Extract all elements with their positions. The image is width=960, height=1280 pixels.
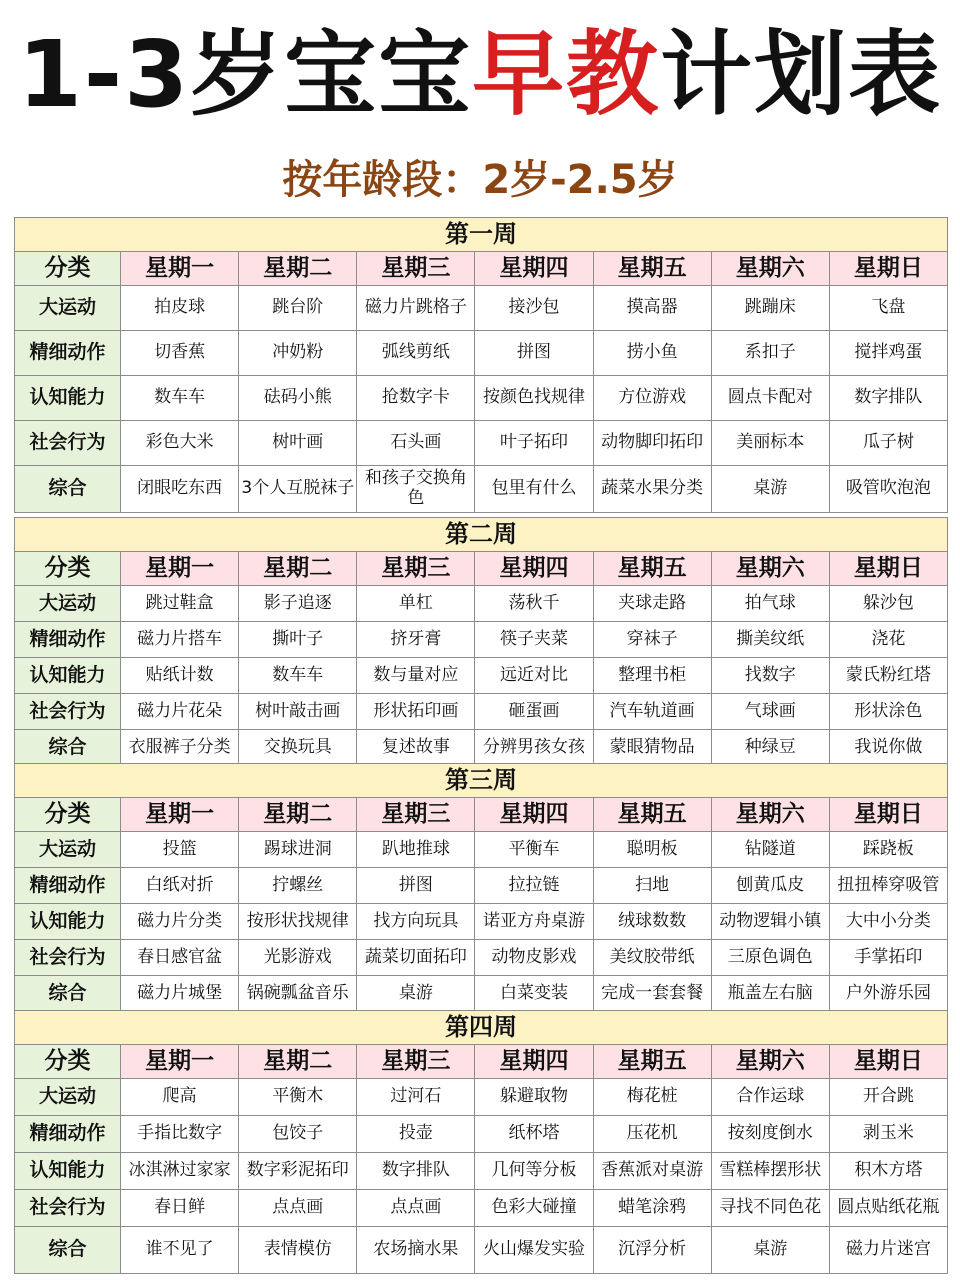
activity-cell: 交换玩具	[239, 730, 357, 766]
day-header: 星期五	[593, 1045, 711, 1079]
table-row	[15, 1116, 948, 1153]
activity-cell: 钻隧道	[711, 832, 829, 868]
activity-cell: 浇花	[829, 622, 947, 658]
day-header: 星期二	[239, 552, 357, 586]
day-header: 星期六	[711, 552, 829, 586]
activity-cell: 手掌拓印	[829, 940, 947, 976]
table-row	[15, 1227, 948, 1274]
day-header: 星期日	[829, 552, 947, 586]
activity-cell: 夹球走路	[593, 586, 711, 622]
activity-cell: 白纸对折	[121, 868, 239, 904]
activity-cell: 贴纸计数	[121, 658, 239, 694]
activity-cell: 和孩子交换角色	[357, 466, 475, 513]
activity-cell: 拧螺丝	[239, 868, 357, 904]
activity-cell: 磁力片搭车	[121, 622, 239, 658]
activity-cell: 吸管吹泡泡	[829, 466, 947, 513]
activity-cell: 挤牙膏	[357, 622, 475, 658]
day-header: 星期一	[121, 552, 239, 586]
week-title-row	[15, 218, 948, 252]
week-title-row	[15, 764, 948, 798]
activity-cell: 闭眼吃东西	[121, 466, 239, 513]
activity-cell: 数字彩泥拓印	[239, 1153, 357, 1190]
activity-cell: 刨黄瓜皮	[711, 868, 829, 904]
table-row	[15, 940, 948, 976]
activity-cell: 数字排队	[357, 1153, 475, 1190]
activity-cell: 弧线剪纸	[357, 331, 475, 376]
activity-cell: 整理书柜	[593, 658, 711, 694]
table-row	[15, 421, 948, 466]
week-table	[14, 517, 948, 766]
activity-cell: 系扣子	[711, 331, 829, 376]
activity-cell: 剥玉米	[829, 1116, 947, 1153]
table-row	[15, 286, 948, 331]
activity-cell: 绒球数数	[593, 904, 711, 940]
activity-cell: 衣服裤子分类	[121, 730, 239, 766]
activity-cell: 砸蛋画	[475, 694, 593, 730]
table-row	[15, 904, 948, 940]
activity-cell: 飞盘	[829, 286, 947, 331]
day-header: 星期三	[357, 798, 475, 832]
activity-cell: 磁力片花朵	[121, 694, 239, 730]
row-category: 社会行为	[15, 694, 121, 730]
activity-cell: 瓶盖左右脑	[711, 976, 829, 1013]
page-subtitle: 按年龄段：2岁-2.5岁	[282, 157, 678, 203]
day-header: 星期四	[475, 1045, 593, 1079]
category-header: 分类	[15, 552, 121, 586]
table-row	[15, 730, 948, 766]
activity-cell: 动物逻辑小镇	[711, 904, 829, 940]
day-header: 星期六	[711, 1045, 829, 1079]
day-header: 星期三	[357, 252, 475, 286]
activity-cell: 撕美纹纸	[711, 622, 829, 658]
table-row	[15, 1190, 948, 1227]
activity-cell: 拼图	[475, 331, 593, 376]
week-title-row	[15, 518, 948, 552]
row-category: 认知能力	[15, 904, 121, 940]
activity-cell: 找方向玩具	[357, 904, 475, 940]
activity-cell: 蜡笔涂鸦	[593, 1190, 711, 1227]
activity-cell: 平衡车	[475, 832, 593, 868]
week-title: 第三周	[15, 764, 948, 798]
activity-cell: 树叶画	[239, 421, 357, 466]
header-row	[15, 252, 948, 286]
category-header: 分类	[15, 1045, 121, 1079]
activity-cell: 诺亚方舟桌游	[475, 904, 593, 940]
week-table	[14, 217, 948, 513]
activity-cell: 合作运球	[711, 1079, 829, 1116]
activity-cell: 按颜色找规律	[475, 376, 593, 421]
activity-cell: 完成一套套餐	[593, 976, 711, 1013]
table-row	[15, 586, 948, 622]
day-header: 星期五	[593, 252, 711, 286]
activity-cell: 接沙包	[475, 286, 593, 331]
activity-cell: 谁不见了	[121, 1227, 239, 1274]
activity-cell: 扭扭棒穿吸管	[829, 868, 947, 904]
row-category: 综合	[15, 1227, 121, 1274]
activity-cell: 拍气球	[711, 586, 829, 622]
activity-cell: 开合跳	[829, 1079, 947, 1116]
table-row	[15, 466, 948, 513]
activity-cell: 火山爆发实验	[475, 1227, 593, 1274]
activity-cell: 拉拉链	[475, 868, 593, 904]
activity-cell: 树叶敲击画	[239, 694, 357, 730]
day-header: 星期四	[475, 798, 593, 832]
activity-cell: 蒙氏粉红塔	[829, 658, 947, 694]
day-header: 星期六	[711, 798, 829, 832]
activity-cell: 找数字	[711, 658, 829, 694]
activity-cell: 圆点卡配对	[711, 376, 829, 421]
activity-cell: 纸杯塔	[475, 1116, 593, 1153]
activity-cell: 汽车轨道画	[593, 694, 711, 730]
day-header: 星期三	[357, 1045, 475, 1079]
day-header: 星期日	[829, 252, 947, 286]
day-header: 星期五	[593, 798, 711, 832]
day-header: 星期一	[121, 798, 239, 832]
activity-cell: 聪明板	[593, 832, 711, 868]
activity-cell: 几何等分板	[475, 1153, 593, 1190]
row-category: 社会行为	[15, 1190, 121, 1227]
activity-cell: 白菜变装	[475, 976, 593, 1013]
activity-cell: 砝码小熊	[239, 376, 357, 421]
activity-cell: 积木方塔	[829, 1153, 947, 1190]
activity-cell: 平衡木	[239, 1079, 357, 1116]
page-title	[0, 20, 960, 130]
week-title: 第四周	[15, 1011, 948, 1045]
activity-cell: 摸高器	[593, 286, 711, 331]
activity-cell: 三原色调色	[711, 940, 829, 976]
activity-cell: 跳过鞋盒	[121, 586, 239, 622]
row-category: 综合	[15, 466, 121, 513]
activity-cell: 沉浮分析	[593, 1227, 711, 1274]
title-part2: 计划表	[660, 21, 943, 128]
day-header: 星期六	[711, 252, 829, 286]
activity-cell: 形状涂色	[829, 694, 947, 730]
week-table	[14, 1010, 948, 1274]
activity-cell: 美纹胶带纸	[593, 940, 711, 976]
activity-cell: 美丽标本	[711, 421, 829, 466]
activity-cell: 数车车	[121, 376, 239, 421]
activity-cell: 桌游	[357, 976, 475, 1013]
activity-cell: 寻找不同色花	[711, 1190, 829, 1227]
activity-cell: 香蕉派对桌游	[593, 1153, 711, 1190]
header-row	[15, 798, 948, 832]
activity-cell: 桌游	[711, 466, 829, 513]
activity-cell: 我说你做	[829, 730, 947, 766]
activity-cell: 躲避取物	[475, 1079, 593, 1116]
activity-cell: 爬高	[121, 1079, 239, 1116]
header-row	[15, 1045, 948, 1079]
table-row	[15, 658, 948, 694]
day-header: 星期三	[357, 552, 475, 586]
row-category: 大运动	[15, 586, 121, 622]
activity-cell: 跳蹦床	[711, 286, 829, 331]
activity-cell: 趴地推球	[357, 832, 475, 868]
activity-cell: 圆点贴纸花瓶	[829, 1190, 947, 1227]
activity-cell: 筷子夹菜	[475, 622, 593, 658]
row-category: 精细动作	[15, 331, 121, 376]
activity-cell: 捞小鱼	[593, 331, 711, 376]
row-category: 社会行为	[15, 940, 121, 976]
activity-cell: 色彩大碰撞	[475, 1190, 593, 1227]
activity-cell: 包里有什么	[475, 466, 593, 513]
row-category: 认知能力	[15, 376, 121, 421]
activity-cell: 按形状找规律	[239, 904, 357, 940]
row-category: 认知能力	[15, 1153, 121, 1190]
activity-cell: 动物脚印拓印	[593, 421, 711, 466]
activity-cell: 蒙眼猜物品	[593, 730, 711, 766]
activity-cell: 数字排队	[829, 376, 947, 421]
row-category: 精细动作	[15, 868, 121, 904]
activity-cell: 抢数字卡	[357, 376, 475, 421]
activity-cell: 光影游戏	[239, 940, 357, 976]
activity-cell: 形状拓印画	[357, 694, 475, 730]
row-category: 精细动作	[15, 622, 121, 658]
activity-cell: 荡秋千	[475, 586, 593, 622]
activity-cell: 投篮	[121, 832, 239, 868]
activity-cell: 按刻度倒水	[711, 1116, 829, 1153]
category-header: 分类	[15, 798, 121, 832]
day-header: 星期二	[239, 1045, 357, 1079]
activity-cell: 春日感官盆	[121, 940, 239, 976]
activity-cell: 分辨男孩女孩	[475, 730, 593, 766]
activity-cell: 雪糕棒摆形状	[711, 1153, 829, 1190]
table-row	[15, 376, 948, 421]
row-category: 综合	[15, 976, 121, 1013]
activity-cell: 锅碗瓢盆音乐	[239, 976, 357, 1013]
activity-cell: 彩色大米	[121, 421, 239, 466]
activity-cell: 叶子拓印	[475, 421, 593, 466]
row-category: 综合	[15, 730, 121, 766]
table-row	[15, 622, 948, 658]
activity-cell: 点点画	[239, 1190, 357, 1227]
table-row	[15, 832, 948, 868]
week-table	[14, 763, 948, 1013]
row-category: 认知能力	[15, 658, 121, 694]
activity-cell: 扫地	[593, 868, 711, 904]
week-title-row	[15, 1011, 948, 1045]
activity-cell: 方位游戏	[593, 376, 711, 421]
row-category: 大运动	[15, 832, 121, 868]
activity-cell: 压花机	[593, 1116, 711, 1153]
title-part1: 1-3岁宝宝	[17, 21, 473, 128]
day-header: 星期二	[239, 798, 357, 832]
day-header: 星期日	[829, 798, 947, 832]
row-category: 大运动	[15, 1079, 121, 1116]
activity-cell: 躲沙包	[829, 586, 947, 622]
day-header: 星期五	[593, 552, 711, 586]
header-row	[15, 552, 948, 586]
activity-cell: 复述故事	[357, 730, 475, 766]
day-header: 星期二	[239, 252, 357, 286]
table-row	[15, 868, 948, 904]
activity-cell: 影子追逐	[239, 586, 357, 622]
activity-cell: 冰淇淋过家家	[121, 1153, 239, 1190]
activity-cell: 跳台阶	[239, 286, 357, 331]
activity-cell: 踢球进洞	[239, 832, 357, 868]
activity-cell: 磁力片迷宫	[829, 1227, 947, 1274]
day-header: 星期一	[121, 252, 239, 286]
table-row	[15, 1153, 948, 1190]
table-row	[15, 331, 948, 376]
activity-cell: 数车车	[239, 658, 357, 694]
activity-cell: 数与量对应	[357, 658, 475, 694]
activity-cell: 春日鲜	[121, 1190, 239, 1227]
activity-cell: 切香蕉	[121, 331, 239, 376]
table-row	[15, 694, 948, 730]
activity-cell: 种绿豆	[711, 730, 829, 766]
activity-cell: 蔬菜水果分类	[593, 466, 711, 513]
activity-cell: 撕叶子	[239, 622, 357, 658]
activity-cell: 搅拌鸡蛋	[829, 331, 947, 376]
activity-cell: 梅花桩	[593, 1079, 711, 1116]
row-category: 精细动作	[15, 1116, 121, 1153]
day-header: 星期四	[475, 552, 593, 586]
activity-cell: 大中小分类	[829, 904, 947, 940]
activity-cell: 点点画	[357, 1190, 475, 1227]
activity-cell: 瓜子树	[829, 421, 947, 466]
activity-cell: 磁力片分类	[121, 904, 239, 940]
activity-cell: 穿袜子	[593, 622, 711, 658]
activity-cell: 冲奶粉	[239, 331, 357, 376]
activity-cell: 气球画	[711, 694, 829, 730]
activity-cell: 踩跷板	[829, 832, 947, 868]
activity-cell: 包饺子	[239, 1116, 357, 1153]
day-header: 星期日	[829, 1045, 947, 1079]
activity-cell: 拍皮球	[121, 286, 239, 331]
activity-cell: 桌游	[711, 1227, 829, 1274]
activity-cell: 手指比数字	[121, 1116, 239, 1153]
activity-cell: 石头画	[357, 421, 475, 466]
day-header: 星期一	[121, 1045, 239, 1079]
day-header: 星期四	[475, 252, 593, 286]
activity-cell: 拼图	[357, 868, 475, 904]
activity-cell: 蔬菜切面拓印	[357, 940, 475, 976]
title-highlight: 早教	[472, 21, 661, 128]
category-header: 分类	[15, 252, 121, 286]
activity-cell: 表情模仿	[239, 1227, 357, 1274]
activity-cell: 磁力片城堡	[121, 976, 239, 1013]
activity-cell: 磁力片跳格子	[357, 286, 475, 331]
row-category: 社会行为	[15, 421, 121, 466]
table-row	[15, 976, 948, 1013]
activity-cell: 投壶	[357, 1116, 475, 1153]
activity-cell: 动物皮影戏	[475, 940, 593, 976]
activity-cell: 过河石	[357, 1079, 475, 1116]
activity-cell: 户外游乐园	[829, 976, 947, 1013]
activity-cell: 3个人互脱袜子	[239, 466, 357, 513]
activity-cell: 远近对比	[475, 658, 593, 694]
row-category: 大运动	[15, 286, 121, 331]
table-row	[15, 1079, 948, 1116]
week-title: 第二周	[15, 518, 948, 552]
activity-cell: 农场摘水果	[357, 1227, 475, 1274]
activity-cell: 单杠	[357, 586, 475, 622]
week-title: 第一周	[15, 218, 948, 252]
